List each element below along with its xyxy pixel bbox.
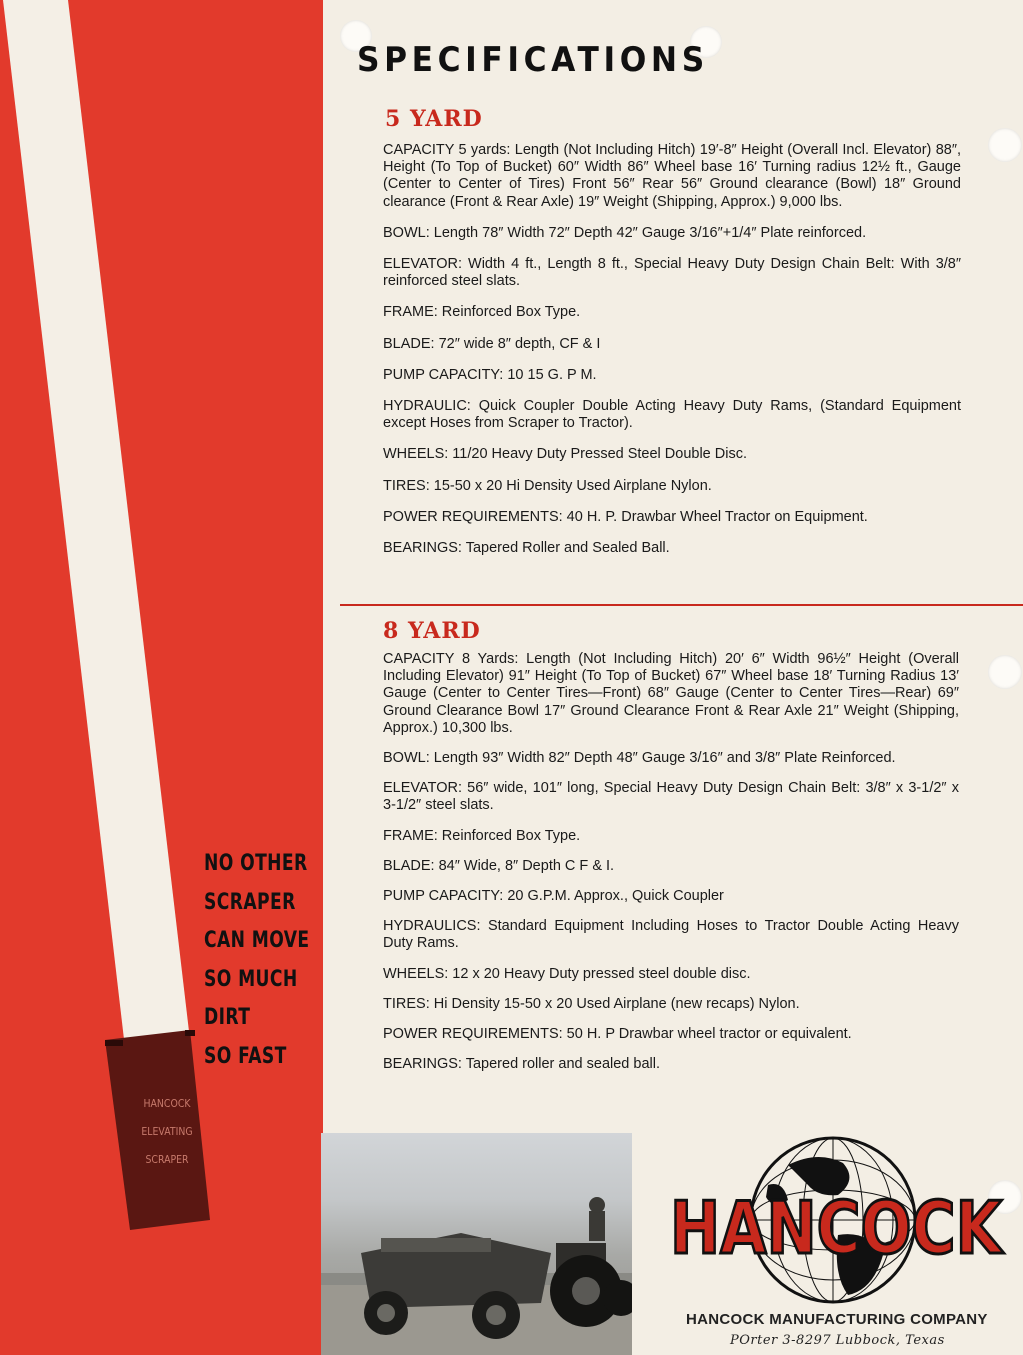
section-divider — [340, 604, 1023, 606]
punch-hole — [988, 655, 1022, 689]
spec-tires: TIRES: Hi Density 15-50 x 20 Used Airplane (new recaps) Nylon. — [383, 995, 800, 1012]
spec-bowl: BOWL: Length 93″ Width 82″ Depth 48″ Gauge 3/16″ and 3/8″ Plate Reinforced. — [383, 750, 896, 767]
company-name: HANCOCK MANUFACTURING COMPANY — [686, 1311, 988, 1328]
slogan-line: SO FAST — [204, 1043, 287, 1069]
box-label-line: ELEVATING — [141, 1125, 193, 1138]
spec-power-requirements: POWER REQUIREMENTS: 40 H. P. Drawbar Wheel Tractor on Equipment. — [383, 508, 868, 525]
scraper-box-label — [134, 1090, 200, 1174]
slogan-line: DIRT — [204, 1005, 251, 1030]
slogan-line: SO MUCH — [204, 966, 298, 992]
spec-blade: BLADE: 72″ wide 8″ depth, CF & I — [383, 335, 601, 352]
spec-tires: TIRES: 15-50 x 20 Hi Density Used Airplane Nylon. — [383, 477, 712, 494]
spec-bearings: BEARINGS: Tapered Roller and Sealed Ball. — [383, 540, 670, 557]
page-title: SPECIFICATIONS — [357, 40, 709, 80]
spec-frame: FRAME: Reinforced Box Type. — [383, 827, 581, 844]
spec-bearings: BEARINGS: Tapered roller and sealed ball. — [383, 1056, 660, 1073]
slogan — [204, 845, 310, 1076]
logo-wordmark: HANCOCK — [670, 1186, 1004, 1270]
scraper-tractor-photo — [321, 1133, 632, 1355]
punch-hole — [988, 128, 1022, 162]
section-heading-8-yard: 8 YARD — [383, 618, 481, 644]
hancock-logo — [668, 1125, 1008, 1315]
spec-pump-capacity: PUMP CAPACITY: 20 G.P.M. Approx., Quick Coupler — [383, 888, 724, 905]
spec-pump-capacity: PUMP CAPACITY: 10 15 G. P M. — [383, 366, 597, 383]
spec-elevator: ELEVATOR: 56″ wide, 101″ long, Special Heavy Duty Design Chain Belt: 3/8″ x 3-1/2″ x 3-1/2″ steel slats. — [383, 780, 959, 814]
left-red-panel — [0, 0, 323, 1355]
spec-list-5-yard — [383, 142, 961, 557]
box-label-line: SCRAPER — [145, 1153, 189, 1166]
spec-hydraulic: HYDRAULIC: Quick Coupler Double Acting Heavy Duty Rams, (Standard Equipment except Hoses from Scraper to Tractor). — [383, 398, 961, 432]
slogan-line: SCRAPER — [204, 889, 296, 915]
section-heading-5-yard: 5 YARD — [385, 106, 483, 132]
spec-wheels: WHEELS: 12 x 20 Heavy Duty pressed steel double disc. — [383, 965, 751, 982]
slogan-line: CAN MOVE — [204, 928, 310, 953]
spec-blade: BLADE: 84″ Wide, 8″ Depth C F & I. — [383, 857, 615, 874]
box-label-line: HANCOCK — [143, 1097, 191, 1110]
spec-list-8-yard — [383, 651, 959, 1073]
spec-capacity: CAPACITY 5 yards: Length (Not Including Hitch) 19′-8″ Height (Overall Incl. Elevator) 88″, Height (To Top of Bucket) 60″ Width 86″ Wheel base 16′ Turning radius 12½ ft., Gauge (Center to Center of Tires) Front 56″ Rear 56″ Ground clearance (Bowl) 18″ Ground clearance (Front & Rear Axle) 19″ Weight (Shipping, Approx.) 9,000 lbs. — [383, 142, 961, 210]
spec-capacity: CAPACITY 8 Yards: Length (Not Including Hitch) 20′ 6″ Width 96½″ Height (Overall Including Elevator) 91″ Height (To Top of Bucket) 67″ Wheel base 18′ Turning Radius 13′ Gauge (Center to Center Tires—Front) 68″ Gauge (Center to Center Tires—Rear) 69″ Ground Clearance Bowl 17″ Ground Clearance Front & Rear Axle 21″ Weight (Shipping, Approx.) 10,300 lbs. — [383, 651, 959, 736]
spec-bowl: BOWL: Length 78″ Width 72″ Depth 42″ Gauge 3/16″+1/4″ Plate reinforced. — [383, 224, 867, 241]
spec-hydraulics: HYDRAULICS: Standard Equipment Including Hoses to Tractor Double Acting Heavy Duty Rams. — [383, 918, 959, 952]
spec-wheels: WHEELS: 11/20 Heavy Duty Pressed Steel Double Disc. — [383, 446, 748, 463]
spec-frame: FRAME: Reinforced Box Type. — [383, 304, 581, 321]
slogan-line: NO OTHER — [204, 851, 308, 876]
company-address: POrter 3-8297 Lubbock, Texas — [730, 1333, 945, 1348]
spec-power-requirements: POWER REQUIREMENTS: 50 H. P Drawbar wheel tractor or equivalent. — [383, 1026, 852, 1043]
spec-elevator: ELEVATOR: Width 4 ft., Length 8 ft., Special Heavy Duty Design Chain Belt: With 3/8″ reinforced steel slats. — [383, 256, 961, 290]
